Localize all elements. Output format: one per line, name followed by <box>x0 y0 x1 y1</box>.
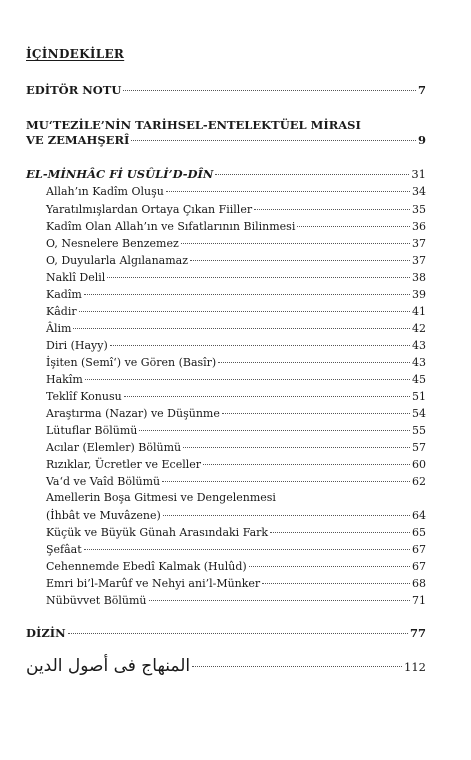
entry-label: Emri bi’l-Marûf ve Nehyi ani’l-Münker <box>46 577 261 590</box>
leader-dots <box>222 413 410 414</box>
entry-label: Allah’ın Kadîm Oluşu <box>46 185 164 198</box>
toc-entry-minhac[interactable] <box>26 167 426 182</box>
entry-label: VE ZEMAHŞERÎ <box>26 133 130 147</box>
toc-item-5[interactable] <box>46 270 426 285</box>
toc-entry-arabic[interactable] <box>26 656 426 676</box>
entry-page: 42 <box>412 322 426 335</box>
entry-label: Acılar (Elemler) Bölümü <box>46 441 182 454</box>
entry-label: O, Duyularla Algılanamaz <box>46 254 189 267</box>
leader-dots <box>270 532 410 533</box>
entry-page: 37 <box>412 237 426 250</box>
leader-dots <box>84 549 410 550</box>
toc-item-8[interactable] <box>46 321 426 336</box>
entry-label: Rızıklar, Ücretler ve Eceller <box>46 458 202 471</box>
entry-page: 43 <box>412 339 426 352</box>
entry-label: Hakîm <box>46 373 83 386</box>
leader-dots <box>254 209 410 210</box>
entry-page: 39 <box>412 288 426 301</box>
toc-title: İÇİNDEKİLER <box>26 47 125 61</box>
entry-page: 36 <box>412 220 426 233</box>
entry-page: 55 <box>412 424 426 437</box>
leader-dots <box>110 345 410 346</box>
entry-label: Teklîf Konusu <box>46 390 122 403</box>
entry-page: 57 <box>412 441 426 454</box>
entry-page: 37 <box>412 254 426 267</box>
entry-page: 45 <box>412 373 426 386</box>
toc-item2-1[interactable] <box>46 542 426 557</box>
entry-page: 65 <box>412 526 426 539</box>
toc-item2-0[interactable] <box>46 525 426 540</box>
toc-entry-mutezile-line1[interactable]: MU‘TEZİLE’NİN TARİHSEL-ENTELEKTÜEL MİRASI <box>26 118 361 132</box>
toc-item-1[interactable] <box>46 202 426 217</box>
entry-page: 43 <box>412 356 426 369</box>
toc-item-3[interactable] <box>46 236 426 251</box>
toc-entry-editor[interactable] <box>26 83 426 98</box>
leader-dots <box>181 243 410 244</box>
entry-page: 38 <box>412 271 426 284</box>
toc-item-4[interactable] <box>46 253 426 268</box>
entry-label: (İhbât ve Muvâzene) <box>46 509 161 522</box>
entry-page: 9 <box>417 133 426 147</box>
toc-entry-mutezile[interactable] <box>26 133 426 148</box>
toc-item-11[interactable] <box>46 372 426 387</box>
entry-label: Şefâat <box>46 543 82 556</box>
leader-dots <box>84 294 410 295</box>
toc-item2-4[interactable] <box>46 593 426 608</box>
entry-label: Naklî Delil <box>46 271 106 284</box>
entry-label: Lütuflar Bölümü <box>46 424 138 437</box>
leader-dots <box>149 600 410 601</box>
entry-label: Âlim <box>46 322 72 335</box>
leader-dots <box>218 362 410 363</box>
leader-dots <box>131 140 416 141</box>
leader-dots <box>297 226 410 227</box>
leader-dots <box>124 396 410 397</box>
entry-label: EDİTÖR NOTU <box>26 83 122 97</box>
entry-label: Kâdir <box>46 305 77 318</box>
entry-label: Kadîm Olan Allah’ın ve Sıfatlarının Bilinmesi <box>46 220 296 233</box>
entry-page: 62 <box>412 475 426 488</box>
toc-item-7[interactable] <box>46 304 426 319</box>
leader-dots <box>183 447 410 448</box>
leader-dots <box>192 666 402 667</box>
leader-dots <box>249 566 410 567</box>
entry-label: O, Nesnelere Benzemez <box>46 237 179 250</box>
leader-dots <box>123 90 416 91</box>
leader-dots <box>79 311 410 312</box>
entry-label: Küçük ve Büyük Günah Arasındaki Fark <box>46 526 269 539</box>
entry-page: 112 <box>404 660 426 674</box>
entry-page: 71 <box>412 594 426 607</box>
toc-item-16[interactable] <box>46 457 426 472</box>
entry-page: 67 <box>412 560 426 573</box>
leader-dots <box>107 277 410 278</box>
entry-label: Yaratılmışlardan Ortaya Çıkan Fiiller <box>46 203 253 216</box>
toc-entry-dizin[interactable] <box>26 626 426 641</box>
leader-dots <box>166 191 410 192</box>
entry-page: 67 <box>412 543 426 556</box>
toc-item-9[interactable] <box>46 338 426 353</box>
entry-label: Kadîm <box>46 288 82 301</box>
entry-page: 54 <box>412 407 426 420</box>
entry-label: Araştırma (Nazar) ve Düşünme <box>46 407 220 420</box>
leader-dots <box>68 633 408 634</box>
entry-label: İşiten (Semî‘) ve Gören (Basîr) <box>46 356 217 369</box>
toc-item-6[interactable] <box>46 287 426 302</box>
toc-item-0[interactable] <box>46 184 426 199</box>
entry-page: 60 <box>412 458 426 471</box>
entry-label: Nübüvvet Bölümü <box>46 594 147 607</box>
leader-dots <box>162 481 410 482</box>
toc-item2-3[interactable] <box>46 576 426 591</box>
toc-item-14[interactable] <box>46 423 426 438</box>
entry-label: DİZİN <box>26 626 66 640</box>
leader-dots <box>163 515 410 516</box>
entry-label: Va‘d ve Vaîd Bölümü <box>46 475 161 488</box>
entry-page: 35 <box>412 203 426 216</box>
entry-page: 31 <box>411 167 426 181</box>
leader-dots <box>203 464 410 465</box>
toc-item-13[interactable] <box>46 406 426 421</box>
entry-page: 34 <box>412 185 426 198</box>
entry-label: Cehennemde Ebedî Kalmak (Hulûd) <box>46 560 247 573</box>
leader-dots <box>73 328 410 329</box>
entry-page: 64 <box>412 509 426 522</box>
leader-dots <box>215 174 409 175</box>
toc-entry-amellerin[interactable] <box>46 508 426 523</box>
toc-item-15[interactable] <box>46 440 426 455</box>
entry-label: Diri (Hayy) <box>46 339 108 352</box>
toc-entry-amellerin-line1[interactable]: Amellerin Boşa Gitmesi ve Dengelenmesi <box>46 491 276 504</box>
entry-page: 51 <box>412 390 426 403</box>
entry-label-arabic: المنهاج فى أصول الدين <box>26 656 191 676</box>
leader-dots <box>139 430 410 431</box>
entry-page: 7 <box>417 83 426 97</box>
toc-item2-2[interactable] <box>46 559 426 574</box>
toc-item-17[interactable] <box>46 474 426 489</box>
entry-label: EL-MİNHÂC Fİ USÛLİ’D-DÎN <box>26 167 214 181</box>
entry-page: 68 <box>412 577 426 590</box>
toc-item-12[interactable] <box>46 389 426 404</box>
leader-dots <box>85 379 410 380</box>
toc-item-10[interactable] <box>46 355 426 370</box>
leader-dots <box>262 583 410 584</box>
entry-page: 77 <box>409 626 426 640</box>
leader-dots <box>190 260 410 261</box>
toc-item-2[interactable] <box>46 219 426 234</box>
entry-page: 41 <box>412 305 426 318</box>
